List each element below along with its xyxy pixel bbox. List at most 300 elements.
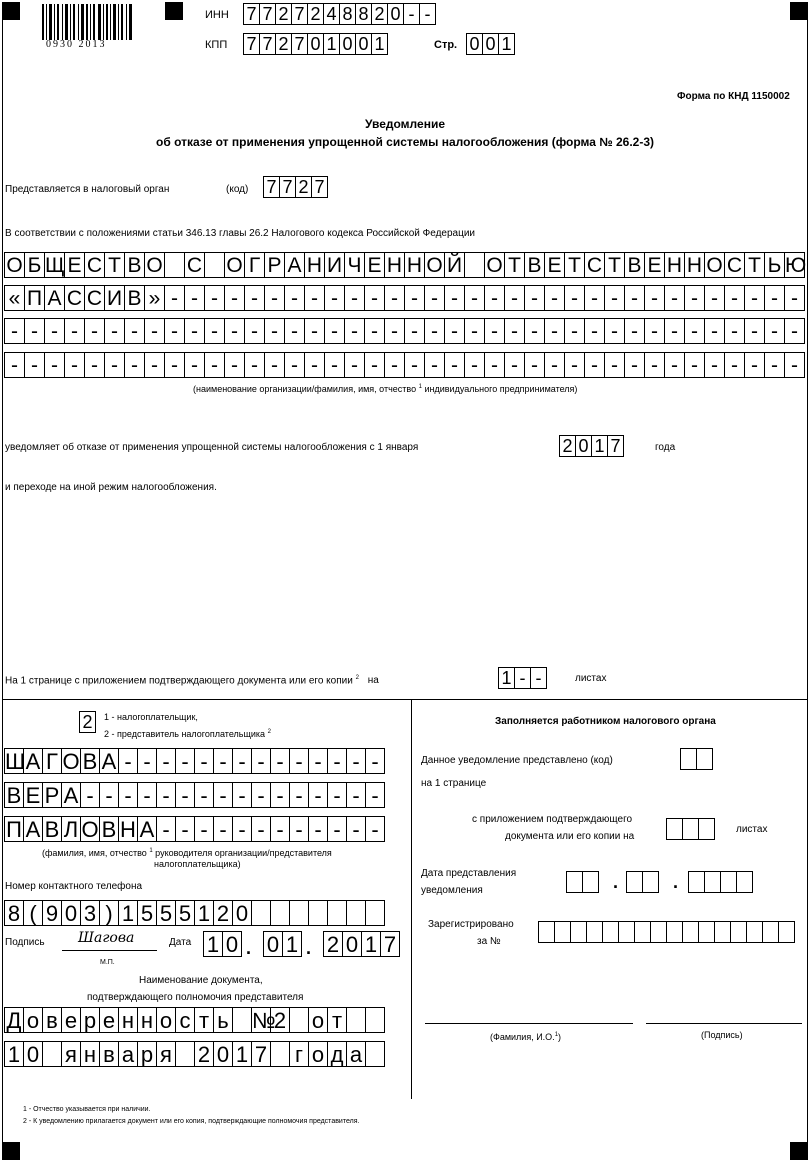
char-cell[interactable]: -	[584, 352, 605, 378]
char-cell[interactable]: -	[232, 816, 252, 842]
char-cell[interactable]: -	[344, 318, 365, 344]
char-cell[interactable]: 0	[342, 931, 362, 957]
char-cell[interactable]: 7	[279, 176, 296, 198]
char-cell[interactable]: -	[524, 285, 545, 311]
char-cell[interactable]: 2	[213, 900, 233, 926]
char-cell[interactable]: -	[544, 285, 565, 311]
char-cell[interactable]: -	[484, 352, 505, 378]
char-cell[interactable]: р	[137, 1041, 157, 1067]
char-cell[interactable]: -	[524, 352, 545, 378]
char-cell[interactable]	[582, 871, 599, 893]
char-cell[interactable]: -	[175, 748, 195, 774]
char-cell[interactable]: -	[444, 352, 465, 378]
char-cell[interactable]: -	[244, 352, 265, 378]
char-cell[interactable]: -	[194, 816, 214, 842]
char-cell[interactable]: а	[346, 1041, 366, 1067]
char-cell[interactable]: -	[184, 318, 205, 344]
char-cell[interactable]: А	[99, 748, 119, 774]
char-cell[interactable]: -	[213, 816, 233, 842]
char-cell[interactable]: я	[61, 1041, 81, 1067]
char-cell[interactable]: -	[213, 782, 233, 808]
char-cell[interactable]	[464, 252, 485, 278]
char-cell[interactable]: -	[764, 285, 785, 311]
char-cell[interactable]: е	[99, 1007, 119, 1033]
char-cell[interactable]: А	[137, 816, 157, 842]
char-cell[interactable]: -	[324, 318, 345, 344]
char-cell[interactable]: -	[44, 352, 65, 378]
char-cell[interactable]: Е	[644, 252, 665, 278]
char-cell[interactable]: -	[84, 352, 105, 378]
char-cell[interactable]: 0	[482, 33, 499, 55]
char-cell[interactable]: -	[365, 816, 385, 842]
char-cell[interactable]: А	[23, 816, 43, 842]
char-cell[interactable]: -	[524, 318, 545, 344]
char-cell[interactable]: -	[327, 816, 347, 842]
char-cell[interactable]: я	[156, 1041, 176, 1067]
char-cell[interactable]: -	[604, 352, 625, 378]
char-cell[interactable]	[570, 921, 587, 943]
char-cell[interactable]: -	[364, 318, 385, 344]
char-cell[interactable]: О	[424, 252, 445, 278]
char-cell[interactable]: 0	[307, 33, 324, 55]
char-cell[interactable]: -	[224, 285, 245, 311]
char-cell[interactable]: -	[364, 352, 385, 378]
char-cell[interactable]: 0	[213, 1041, 233, 1067]
char-cell[interactable]: -	[327, 782, 347, 808]
char-cell[interactable]	[746, 921, 763, 943]
char-cell[interactable]: -	[684, 318, 705, 344]
char-cell[interactable]: -	[264, 352, 285, 378]
char-cell[interactable]: -	[544, 318, 565, 344]
char-cell[interactable]: -	[424, 318, 445, 344]
char-cell[interactable]: 1	[361, 931, 381, 957]
char-cell[interactable]: н	[137, 1007, 157, 1033]
char-cell[interactable]: 7	[380, 931, 400, 957]
char-cell[interactable]: 2	[270, 1007, 290, 1033]
char-cell[interactable]: 1	[498, 667, 515, 689]
char-cell[interactable]: -	[244, 318, 265, 344]
char-cell[interactable]: -	[324, 285, 345, 311]
char-cell[interactable]: -	[464, 285, 485, 311]
char-cell[interactable]: ь	[213, 1007, 233, 1033]
char-cell[interactable]: -	[184, 352, 205, 378]
char-cell[interactable]	[175, 1041, 195, 1067]
char-cell[interactable]: -	[364, 285, 385, 311]
char-cell[interactable]: -	[156, 816, 176, 842]
char-cell[interactable]: Т	[504, 252, 525, 278]
char-cell[interactable]: -	[284, 318, 305, 344]
char-cell[interactable]: -	[724, 352, 745, 378]
char-cell[interactable]: 0	[387, 3, 404, 25]
char-cell[interactable]: -	[424, 285, 445, 311]
char-cell[interactable]: 1	[591, 435, 608, 457]
char-cell[interactable]	[308, 900, 328, 926]
char-cell[interactable]: Ь	[764, 252, 785, 278]
char-cell[interactable]: а	[118, 1041, 138, 1067]
char-cell[interactable]: В	[80, 748, 100, 774]
char-cell[interactable]: -	[24, 352, 45, 378]
char-cell[interactable]: 5	[156, 900, 176, 926]
char-cell[interactable]: О	[62, 749, 80, 774]
char-cell[interactable]: -	[289, 816, 309, 842]
char-cell[interactable]	[346, 900, 366, 926]
char-cell[interactable]: -	[404, 352, 425, 378]
char-cell[interactable]: -	[644, 285, 665, 311]
char-cell[interactable]: -	[404, 285, 425, 311]
char-cell[interactable]: О	[224, 252, 245, 278]
char-cell[interactable]: В	[124, 285, 145, 311]
char-cell[interactable]: 1	[323, 33, 340, 55]
char-cell[interactable]: Щ	[45, 254, 65, 277]
char-cell[interactable]: -	[44, 318, 65, 344]
char-cell[interactable]: -	[344, 285, 365, 311]
char-cell[interactable]: Г	[244, 252, 265, 278]
char-cell[interactable]: -	[624, 285, 645, 311]
char-cell[interactable]	[164, 252, 185, 278]
char-cell[interactable]: 1	[194, 900, 214, 926]
char-cell[interactable]: -	[118, 748, 138, 774]
char-cell[interactable]	[714, 921, 731, 943]
char-cell[interactable]: -	[289, 782, 309, 808]
char-cell[interactable]: 7	[243, 3, 260, 25]
char-cell[interactable]: -	[484, 318, 505, 344]
char-cell[interactable]: -	[504, 318, 525, 344]
char-cell[interactable]: -	[194, 748, 214, 774]
char-cell[interactable]	[618, 921, 635, 943]
char-cell[interactable]: -	[604, 318, 625, 344]
char-cell[interactable]	[666, 818, 683, 840]
char-cell[interactable]: -	[365, 748, 385, 774]
char-cell[interactable]: 2	[323, 931, 343, 957]
char-cell[interactable]: Т	[604, 252, 625, 278]
char-cell[interactable]: Н	[664, 252, 685, 278]
char-cell[interactable]: Е	[23, 782, 43, 808]
char-cell[interactable]: П	[4, 816, 24, 842]
char-cell[interactable]: -	[584, 285, 605, 311]
char-cell[interactable]: -	[644, 318, 665, 344]
char-cell[interactable]: -	[137, 782, 157, 808]
char-cell[interactable]: -	[204, 352, 225, 378]
char-cell[interactable]: -	[704, 352, 725, 378]
char-cell[interactable]: В	[4, 782, 24, 808]
char-cell[interactable]	[365, 1041, 385, 1067]
char-cell[interactable]	[736, 871, 753, 893]
char-cell[interactable]: -	[684, 352, 705, 378]
char-cell[interactable]: 2	[194, 1041, 214, 1067]
char-cell[interactable]: 1	[118, 900, 138, 926]
char-cell[interactable]	[730, 921, 747, 943]
char-cell[interactable]: №	[252, 1008, 276, 1033]
char-cell[interactable]	[270, 1041, 290, 1067]
char-cell[interactable]: -	[156, 748, 176, 774]
char-cell[interactable]: «	[4, 285, 25, 311]
char-cell[interactable]: -	[346, 782, 366, 808]
char-cell[interactable]: -	[404, 318, 425, 344]
char-cell[interactable]: 2	[371, 3, 388, 25]
char-cell[interactable]	[704, 871, 721, 893]
char-cell[interactable]: О	[4, 252, 25, 278]
char-cell[interactable]	[538, 921, 555, 943]
char-cell[interactable]: -	[704, 318, 725, 344]
char-cell[interactable]: -	[344, 352, 365, 378]
char-cell[interactable]: Ю	[785, 254, 807, 277]
char-cell[interactable]: 0	[466, 33, 483, 55]
char-cell[interactable]: н	[118, 1007, 138, 1033]
char-cell[interactable]: С	[64, 285, 85, 311]
char-cell[interactable]: 0	[222, 931, 242, 957]
char-cell[interactable]: 1	[282, 931, 302, 957]
char-cell[interactable]	[688, 871, 705, 893]
char-cell[interactable]: 0	[23, 1041, 43, 1067]
char-cell[interactable]: о	[308, 1041, 328, 1067]
char-cell[interactable]: -	[784, 352, 805, 378]
char-cell[interactable]	[251, 900, 271, 926]
char-cell[interactable]: О	[81, 817, 99, 842]
char-cell[interactable]	[680, 748, 697, 770]
char-cell[interactable]: е	[61, 1007, 81, 1033]
char-cell[interactable]: -	[308, 748, 328, 774]
char-cell[interactable]: С	[724, 252, 745, 278]
char-cell[interactable]: -	[624, 352, 645, 378]
char-cell[interactable]: -	[204, 318, 225, 344]
char-cell[interactable]: Е	[544, 252, 565, 278]
char-cell[interactable]: О	[484, 252, 505, 278]
char-cell[interactable]: А	[44, 285, 65, 311]
char-cell[interactable]: -	[144, 352, 165, 378]
char-cell[interactable]: -	[224, 352, 245, 378]
char-cell[interactable]: О	[144, 252, 165, 278]
char-cell[interactable]	[720, 871, 737, 893]
char-cell[interactable]: -	[744, 352, 765, 378]
char-cell[interactable]: 2	[295, 176, 312, 198]
char-cell[interactable]	[634, 921, 651, 943]
char-cell[interactable]: 7	[291, 33, 308, 55]
char-cell[interactable]: -	[514, 667, 531, 689]
char-cell[interactable]: 7	[263, 176, 280, 198]
char-cell[interactable]: -	[270, 816, 290, 842]
char-cell[interactable]: -	[564, 352, 585, 378]
char-cell[interactable]: -	[124, 318, 145, 344]
char-cell[interactable]: -	[784, 318, 805, 344]
char-cell[interactable]: 7	[259, 3, 276, 25]
char-cell[interactable]: -	[251, 782, 271, 808]
char-cell[interactable]: о	[23, 1007, 43, 1033]
char-cell[interactable]	[365, 900, 385, 926]
char-cell[interactable]: Н	[384, 252, 405, 278]
char-cell[interactable]: Л	[61, 816, 81, 842]
char-cell[interactable]: -	[664, 285, 685, 311]
char-cell[interactable]: 4	[323, 3, 340, 25]
char-cell[interactable]	[682, 921, 699, 943]
char-cell[interactable]: В	[624, 252, 645, 278]
char-cell[interactable]: -	[764, 352, 785, 378]
char-cell[interactable]	[42, 1041, 62, 1067]
char-cell[interactable]: -	[308, 782, 328, 808]
char-cell[interactable]: -	[384, 285, 405, 311]
char-cell[interactable]: -	[64, 352, 85, 378]
char-cell[interactable]: 7	[251, 1041, 271, 1067]
char-cell[interactable]: -	[104, 352, 125, 378]
char-cell[interactable]: А	[23, 748, 43, 774]
char-cell[interactable]: -	[224, 318, 245, 344]
char-cell[interactable]: Р	[264, 252, 285, 278]
char-cell[interactable]	[626, 871, 643, 893]
char-cell[interactable]: -	[175, 816, 195, 842]
char-cell[interactable]: С	[584, 252, 605, 278]
char-cell[interactable]: 1	[4, 1041, 24, 1067]
char-cell[interactable]	[204, 252, 225, 278]
char-cell[interactable]: -	[270, 782, 290, 808]
char-cell[interactable]: -	[118, 782, 138, 808]
char-cell[interactable]: -	[84, 318, 105, 344]
char-cell[interactable]: -	[213, 748, 233, 774]
char-cell[interactable]	[554, 921, 571, 943]
char-cell[interactable]: -	[664, 352, 685, 378]
char-cell[interactable]: -	[251, 748, 271, 774]
char-cell[interactable]: Н	[404, 252, 425, 278]
char-cell[interactable]	[602, 921, 619, 943]
char-cell[interactable]: С	[84, 252, 105, 278]
char-cell[interactable]: -	[564, 318, 585, 344]
char-cell[interactable]: -	[424, 352, 445, 378]
char-cell[interactable]	[682, 818, 699, 840]
char-cell[interactable]: 0	[355, 33, 372, 55]
char-cell[interactable]: 2	[79, 711, 96, 733]
char-cell[interactable]: -	[744, 285, 765, 311]
char-cell[interactable]: -	[289, 748, 309, 774]
char-cell[interactable]: 2	[275, 33, 292, 55]
char-cell[interactable]: -	[346, 816, 366, 842]
char-cell[interactable]: А	[284, 252, 305, 278]
char-cell[interactable]: 0	[339, 33, 356, 55]
char-cell[interactable]: -	[99, 782, 119, 808]
char-cell[interactable]: г	[289, 1041, 309, 1067]
char-cell[interactable]: В	[42, 816, 62, 842]
char-cell[interactable]	[232, 1007, 252, 1033]
char-cell[interactable]: 2	[275, 3, 292, 25]
char-cell[interactable]	[327, 900, 347, 926]
char-cell[interactable]: -	[64, 318, 85, 344]
char-cell[interactable]: д	[327, 1041, 347, 1067]
char-cell[interactable]: 8	[355, 3, 372, 25]
char-cell[interactable]: р	[80, 1007, 100, 1033]
char-cell[interactable]: А	[61, 782, 81, 808]
char-cell[interactable]: -	[156, 782, 176, 808]
char-cell[interactable]: -	[164, 318, 185, 344]
char-cell[interactable]: 7	[243, 33, 260, 55]
char-cell[interactable]: 9	[42, 900, 62, 926]
char-cell[interactable]: Д	[4, 1007, 24, 1033]
char-cell[interactable]: 3	[80, 900, 100, 926]
char-cell[interactable]	[696, 748, 713, 770]
char-cell[interactable]: -	[244, 285, 265, 311]
char-cell[interactable]: -	[251, 816, 271, 842]
char-cell[interactable]: -	[184, 285, 205, 311]
char-cell[interactable]: 0	[263, 931, 283, 957]
char-cell[interactable]: -	[327, 748, 347, 774]
char-cell[interactable]: -	[764, 318, 785, 344]
char-cell[interactable]: с	[175, 1007, 195, 1033]
char-cell[interactable]: В	[99, 816, 119, 842]
char-cell[interactable]: Ш	[5, 749, 26, 774]
char-cell[interactable]: т	[327, 1007, 347, 1033]
char-cell[interactable]: -	[104, 318, 125, 344]
char-cell[interactable]: -	[704, 285, 725, 311]
char-cell[interactable]: -	[346, 748, 366, 774]
char-cell[interactable]: о	[308, 1007, 328, 1033]
char-cell[interactable]: -	[4, 318, 25, 344]
char-cell[interactable]: -	[137, 748, 157, 774]
char-cell[interactable]: -	[564, 285, 585, 311]
char-cell[interactable]: -	[384, 318, 405, 344]
char-cell[interactable]: -	[308, 816, 328, 842]
char-cell[interactable]: Т	[564, 252, 585, 278]
char-cell[interactable]: -	[164, 285, 185, 311]
char-cell[interactable]: -	[4, 352, 25, 378]
char-cell[interactable]: -	[284, 285, 305, 311]
char-cell[interactable]	[346, 1007, 366, 1033]
char-cell[interactable]: И	[324, 252, 345, 278]
char-cell[interactable]: -	[24, 318, 45, 344]
char-cell[interactable]	[566, 871, 583, 893]
char-cell[interactable]	[289, 1007, 309, 1033]
char-cell[interactable]: -	[144, 318, 165, 344]
char-cell[interactable]: 0	[61, 900, 81, 926]
char-cell[interactable]: -	[324, 352, 345, 378]
char-cell[interactable]: -	[270, 748, 290, 774]
char-cell[interactable]: Н	[304, 252, 325, 278]
char-cell[interactable]: Е	[364, 252, 385, 278]
char-cell[interactable]: 2	[559, 435, 576, 457]
char-cell[interactable]: -	[80, 782, 100, 808]
char-cell[interactable]: -	[444, 318, 465, 344]
char-cell[interactable]: 1	[203, 931, 223, 957]
char-cell[interactable]: -	[384, 352, 405, 378]
char-cell[interactable]: Н	[684, 252, 705, 278]
char-cell[interactable]: -	[204, 285, 225, 311]
char-cell[interactable]: -	[164, 352, 185, 378]
char-cell[interactable]: Г	[42, 748, 62, 774]
char-cell[interactable]: -	[419, 3, 436, 25]
char-cell[interactable]: -	[604, 285, 625, 311]
char-cell[interactable]: 1	[498, 33, 515, 55]
char-cell[interactable]: -	[544, 352, 565, 378]
char-cell[interactable]	[650, 921, 667, 943]
char-cell[interactable]: в	[99, 1041, 119, 1067]
char-cell[interactable]: 7	[311, 176, 328, 198]
char-cell[interactable]: О	[704, 252, 725, 278]
char-cell[interactable]: -	[194, 782, 214, 808]
char-cell[interactable]: И	[104, 285, 125, 311]
char-cell[interactable]: -	[584, 318, 605, 344]
char-cell[interactable]: -	[744, 318, 765, 344]
char-cell[interactable]: в	[42, 1007, 62, 1033]
char-cell[interactable]: (	[23, 900, 43, 926]
char-cell[interactable]: о	[156, 1007, 176, 1033]
char-cell[interactable]: -	[784, 285, 805, 311]
char-cell[interactable]: В	[124, 252, 145, 278]
char-cell[interactable]: С	[84, 285, 105, 311]
char-cell[interactable]: -	[530, 667, 547, 689]
char-cell[interactable]	[698, 921, 715, 943]
char-cell[interactable]: -	[684, 285, 705, 311]
char-cell[interactable]: 7	[259, 33, 276, 55]
char-cell[interactable]: 8	[4, 900, 24, 926]
char-cell[interactable]: С	[184, 252, 205, 278]
char-cell[interactable]: 7	[607, 435, 624, 457]
char-cell[interactable]: -	[724, 318, 745, 344]
char-cell[interactable]	[270, 900, 290, 926]
